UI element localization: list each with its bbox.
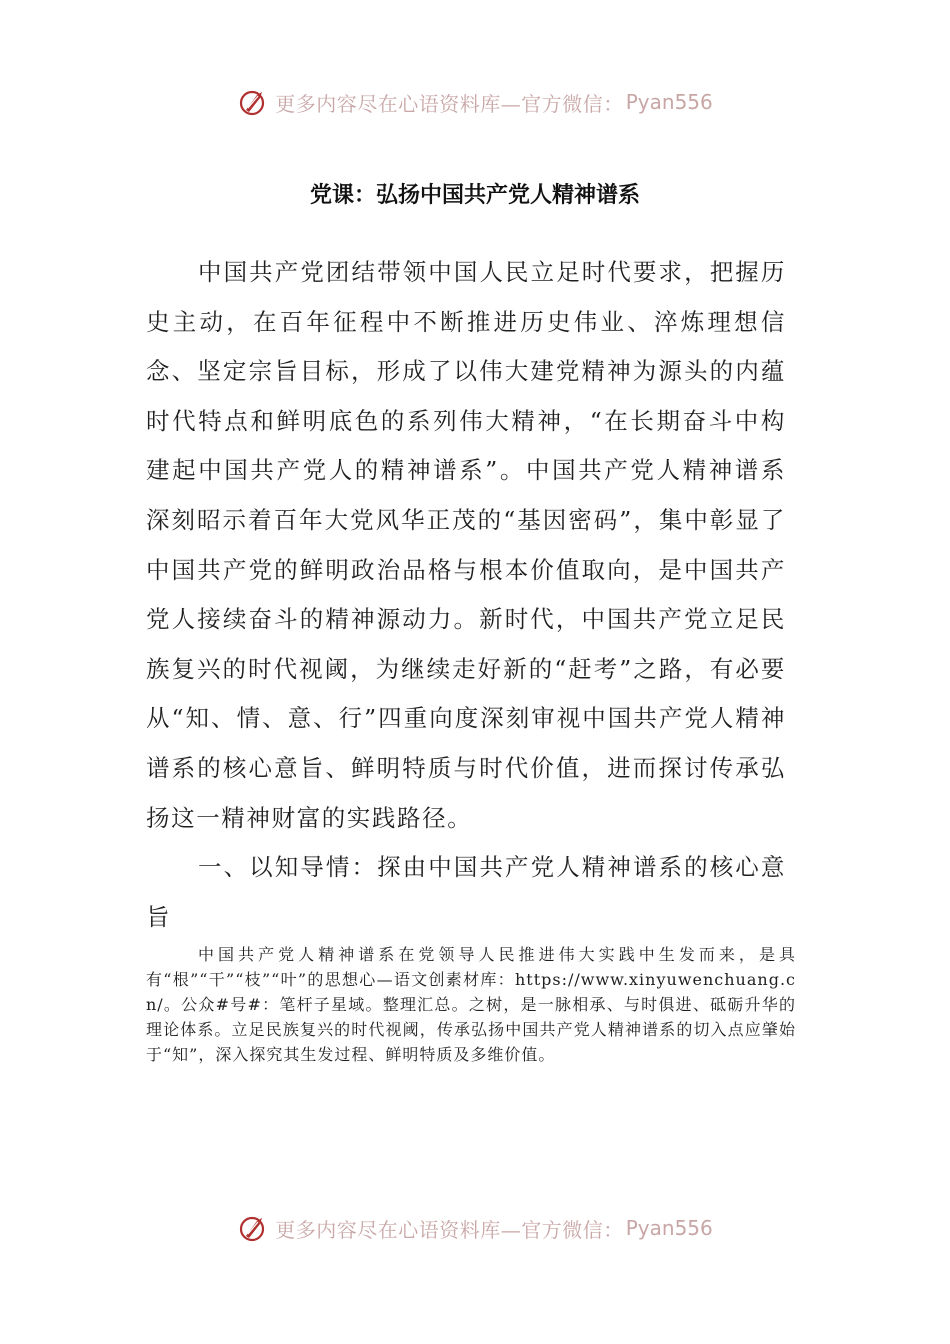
pen-nib-circle-icon [237, 86, 269, 118]
header-wechat-id: Pyan556 [625, 90, 713, 114]
pen-nib-circle-icon [237, 1212, 269, 1244]
footer-banner-text: 更多内容尽在心语资料库—官方微信： [275, 1217, 624, 1242]
section-heading: 一、以知导情：探由中国共产党人精神谱系的核心意旨 [146, 853, 786, 931]
document-title: 党课：弘扬中国共产党人精神谱系 [309, 183, 640, 208]
footer-wechat-id: Pyan556 [625, 1216, 713, 1240]
header-banner [0, 82, 950, 122]
body-paragraph: 中国共产党团结带领中国人民立足时代要求，把握历史主动，在百年征程中不断推进历史伟业、淬炼理想信念、坚定宗旨目标，形成了以伟大建党精神为源头的内蕴时代特点和鲜明底色的系列伟大精神，“在长期奋斗中构建起中国共产党人的精神谱系”。中国共产党人精神谱系深刻昭示着百年大党风华正茂的“基因密码”，集中彰显了中国共产党的鲜明政治品格与根本价值取向，是中国共产党人接续奋斗的精神源动力。新时代，中国共产党立足民族复兴的时代视阈，为继续走好新的“赶考”之路，有必要从“知、情、意、行”四重向度深刻审视中国共产党人精神谱系的核心意旨、鲜明特质与时代价值，进而探讨传承弘扬这一精神财富的实践路径。 [146, 258, 786, 832]
footer-banner [0, 1208, 950, 1248]
small-paragraph: 中国共产党人精神谱系在党领导人民推进伟大实践中生发而来，是具有“根”“干”“枝”“叶”的思想心—语文创素材库：https://www.xinyuwenchuang.cn/。公众#号#：笔杆子星域。整理汇总。之树，是一脉相承、与时俱进、砥砺升华的理论体系。立足民族复兴的时代视阈，传承弘扬中国共产党人精神谱系的切入点应肇始于“知”，深入探究其生发过程、鲜明特质及多维价值。 [146, 945, 796, 1064]
header-banner-text: 更多内容尽在心语资料库—官方微信： [275, 91, 624, 116]
